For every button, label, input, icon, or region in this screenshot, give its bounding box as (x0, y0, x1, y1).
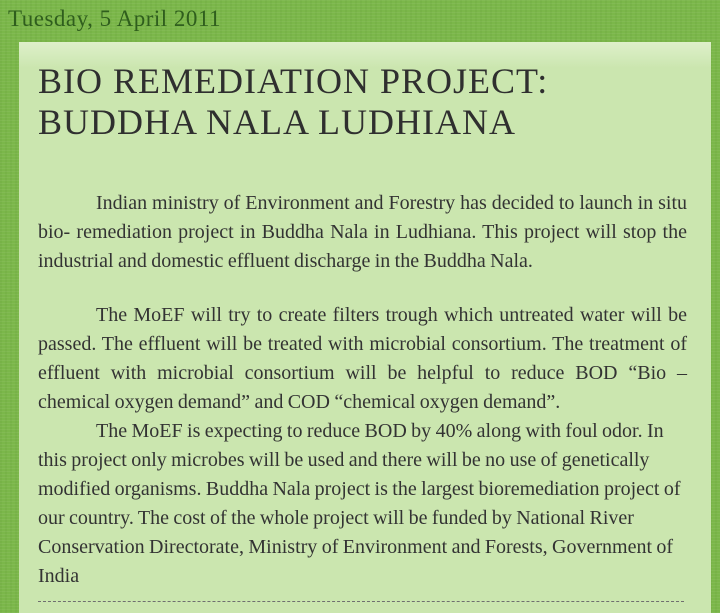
post-footer-divider (38, 601, 684, 602)
post-body (38, 189, 687, 591)
post-date-header: Tuesday, 5 April 2011 (8, 6, 222, 31)
post-title (38, 61, 687, 143)
post-title-line-2: BUDDHA NALA LUDHIANA (38, 102, 516, 142)
paragraph-3: The MoEF is expecting to reduce BOD by 40% along with foul odor. In this project only microbes will be used and there will be no use of genetically modified organisms. Buddha Nala project is the largest bioremediation project of our country. The cost of the whole project will be funded by National River Conservation Directorate, Ministry of Environment and Forests, Government of India (38, 420, 681, 587)
post-card (19, 42, 711, 613)
post-title-line-1: BIO REMEDIATION PROJECT: (38, 61, 549, 101)
paragraph-2: The MoEF will try to create filters trough which untreated water will be passed. The effluent will be treated with microbial consortium. The treatment of effluent with microbial consortium will be helpful to reduce BOD “Bio – chemical oxygen demand” and COD “chemical oxygen demand”. (38, 304, 687, 413)
paragraph-1: Indian ministry of Environment and Forestry has decided to launch in situ bio- remediation project in Buddha Nala in Ludhiana. This project will stop the industrial and domestic effluent discharge in the Buddha Nala. (38, 192, 687, 272)
